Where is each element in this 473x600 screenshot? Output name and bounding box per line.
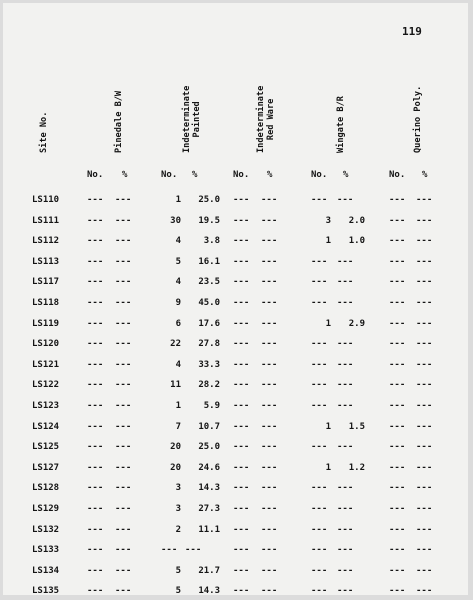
site-number: LS113 — [32, 256, 60, 267]
count-cell: 2 — [175, 524, 181, 535]
subheader-pct: % — [267, 170, 273, 180]
count-cell: --- — [87, 545, 104, 556]
percent-cell: 27.3 — [198, 504, 220, 514]
percent-cell: --- — [416, 442, 433, 453]
site-number: LS134 — [32, 565, 60, 576]
count-cell: --- — [311, 565, 328, 576]
count-cell: --- — [389, 215, 406, 226]
percent-cell: --- — [115, 565, 132, 576]
count-cell: --- — [233, 298, 250, 308]
site-number: LS133 — [32, 545, 60, 556]
percent-cell: --- — [337, 298, 354, 308]
count-cell: 9 — [175, 298, 181, 308]
count-cell: --- — [87, 421, 104, 432]
count-cell: --- — [87, 339, 104, 350]
percent-cell: --- — [115, 298, 132, 308]
count-cell: 5 — [175, 565, 181, 576]
count-cell: --- — [233, 380, 250, 391]
count-cell: --- — [389, 277, 406, 288]
count-cell: 1 — [325, 421, 331, 432]
count-cell: --- — [311, 545, 328, 556]
count-cell: --- — [233, 215, 250, 226]
count-cell: --- — [389, 318, 406, 329]
percent-cell: 21.7 — [198, 565, 220, 576]
percent-cell: --- — [416, 421, 433, 432]
percent-cell: --- — [115, 380, 132, 391]
count-cell: 11 — [170, 380, 181, 391]
percent-cell: --- — [416, 586, 433, 597]
site-number: LS122 — [32, 380, 60, 391]
count-cell: --- — [87, 215, 104, 226]
percent-cell: --- — [337, 545, 354, 556]
percent-cell: 45.0 — [198, 298, 220, 308]
subheader-no: No. — [389, 170, 406, 180]
percent-cell: --- — [261, 421, 278, 432]
count-cell: --- — [311, 524, 328, 535]
count-cell: --- — [161, 545, 178, 556]
percent-cell: 14.3 — [198, 586, 220, 597]
count-cell: --- — [233, 277, 250, 288]
count-cell: --- — [389, 565, 406, 576]
percent-cell: --- — [337, 401, 354, 411]
percent-cell: 1.5 — [348, 421, 365, 432]
count-cell: --- — [87, 298, 104, 308]
count-cell: --- — [233, 442, 250, 453]
percent-cell: --- — [337, 483, 354, 494]
percent-cell: --- — [115, 545, 132, 556]
percent-cell: 11.1 — [198, 524, 220, 535]
count-cell: 4 — [175, 236, 181, 247]
header-pinedale: Pinedale B/W — [114, 90, 124, 153]
count-cell: --- — [233, 401, 250, 411]
count-cell: --- — [87, 277, 104, 288]
subheader-pct: % — [422, 170, 428, 180]
count-cell: 3 — [325, 215, 331, 226]
percent-cell: --- — [261, 586, 278, 597]
count-cell: --- — [233, 318, 250, 329]
count-cell: --- — [233, 545, 250, 556]
count-cell: --- — [87, 504, 104, 514]
count-cell: 1 — [325, 318, 331, 329]
count-cell: 5 — [175, 256, 181, 267]
count-cell: 6 — [175, 318, 181, 329]
percent-cell: --- — [337, 359, 354, 370]
count-cell: --- — [389, 380, 406, 391]
percent-cell: --- — [261, 565, 278, 576]
count-cell: 1 — [325, 462, 331, 473]
count-cell: 3 — [175, 483, 181, 494]
percent-cell: --- — [416, 504, 433, 514]
count-cell: --- — [87, 318, 104, 329]
percent-cell: --- — [337, 524, 354, 535]
percent-cell: --- — [115, 586, 132, 597]
count-cell: --- — [311, 339, 328, 350]
count-cell: 4 — [175, 359, 181, 370]
site-number: LS132 — [32, 524, 60, 535]
percent-cell: 25.0 — [198, 442, 220, 453]
site-number: LS111 — [32, 215, 60, 226]
count-cell: --- — [389, 421, 406, 432]
count-cell: --- — [389, 545, 406, 556]
count-cell: --- — [233, 359, 250, 370]
percent-cell: 1.2 — [348, 462, 365, 473]
percent-cell: 3.8 — [203, 236, 220, 247]
percent-cell: --- — [261, 442, 278, 453]
site-number: LS120 — [32, 339, 60, 350]
page-number: 119 — [402, 25, 422, 38]
percent-cell: --- — [261, 195, 278, 205]
count-cell: --- — [389, 442, 406, 453]
percent-cell: --- — [115, 359, 132, 370]
count-cell: 20 — [170, 442, 181, 453]
percent-cell: --- — [115, 339, 132, 350]
site-number: LS127 — [32, 462, 60, 473]
count-cell: --- — [311, 195, 328, 205]
percent-cell: --- — [337, 277, 354, 288]
site-number: LS125 — [32, 442, 60, 453]
count-cell: --- — [389, 586, 406, 597]
header-indeterminate-painted: Indeterminate Painted — [182, 85, 202, 153]
count-cell: --- — [233, 236, 250, 247]
percent-cell: --- — [337, 442, 354, 453]
percent-cell: 17.6 — [198, 318, 220, 329]
site-number: LS110 — [32, 195, 60, 205]
count-cell: --- — [389, 401, 406, 411]
percent-cell: --- — [261, 256, 278, 267]
percent-cell: --- — [416, 359, 433, 370]
count-cell: --- — [311, 442, 328, 453]
subheader-pct: % — [122, 170, 128, 180]
percent-cell: --- — [115, 277, 132, 288]
percent-cell: 10.7 — [198, 421, 220, 432]
percent-cell: --- — [416, 483, 433, 494]
percent-cell: 33.3 — [198, 359, 220, 370]
percent-cell: --- — [337, 339, 354, 350]
count-cell: 1 — [175, 195, 181, 205]
site-number: LS121 — [32, 359, 60, 370]
percent-cell: --- — [115, 504, 132, 514]
count-cell: --- — [311, 298, 328, 308]
percent-cell: --- — [337, 504, 354, 514]
count-cell: --- — [233, 483, 250, 494]
header-querino: Querino Poly. — [413, 85, 423, 153]
count-cell: --- — [87, 359, 104, 370]
percent-cell: --- — [115, 195, 132, 205]
site-number: LS129 — [32, 504, 60, 514]
percent-cell: --- — [416, 215, 433, 226]
percent-cell: --- — [261, 359, 278, 370]
percent-cell: --- — [261, 401, 278, 411]
count-cell: --- — [233, 421, 250, 432]
percent-cell: --- — [337, 565, 354, 576]
percent-cell: --- — [261, 277, 278, 288]
percent-cell: --- — [337, 380, 354, 391]
percent-cell: --- — [416, 380, 433, 391]
count-cell: --- — [233, 586, 250, 597]
count-cell: --- — [311, 586, 328, 597]
subheader-no: No. — [233, 170, 250, 180]
count-cell: --- — [389, 359, 406, 370]
percent-cell: --- — [416, 565, 433, 576]
percent-cell: --- — [261, 483, 278, 494]
count-cell: --- — [389, 298, 406, 308]
count-cell: --- — [311, 380, 328, 391]
count-cell: --- — [87, 483, 104, 494]
percent-cell: 25.0 — [198, 195, 220, 205]
count-cell: --- — [87, 524, 104, 535]
percent-cell: --- — [261, 380, 278, 391]
count-cell: --- — [233, 504, 250, 514]
count-cell: --- — [389, 339, 406, 350]
percent-cell: --- — [115, 236, 132, 247]
percent-cell: --- — [261, 318, 278, 329]
count-cell: --- — [233, 195, 250, 205]
percent-cell: 23.5 — [198, 277, 220, 288]
header-site-no: Site No. — [39, 111, 49, 153]
site-number: LS123 — [32, 401, 60, 411]
count-cell: --- — [233, 339, 250, 350]
percent-cell: --- — [115, 318, 132, 329]
count-cell: --- — [87, 236, 104, 247]
count-cell: --- — [389, 524, 406, 535]
count-cell: 1 — [325, 236, 331, 247]
percent-cell: 2.0 — [348, 215, 365, 226]
count-cell: 1 — [175, 401, 181, 411]
count-cell: --- — [389, 256, 406, 267]
count-cell: --- — [311, 359, 328, 370]
percent-cell: --- — [115, 421, 132, 432]
count-cell: 20 — [170, 462, 181, 473]
percent-cell: 14.3 — [198, 483, 220, 494]
count-cell: --- — [311, 504, 328, 514]
site-number: LS119 — [32, 318, 60, 329]
percent-cell: --- — [115, 215, 132, 226]
count-cell: --- — [311, 256, 328, 267]
percent-cell: --- — [115, 524, 132, 535]
percent-cell: --- — [416, 298, 433, 308]
count-cell: --- — [311, 401, 328, 411]
count-cell: 7 — [175, 421, 181, 432]
percent-cell: --- — [416, 236, 433, 247]
document-page — [3, 3, 468, 595]
percent-cell: --- — [416, 462, 433, 473]
percent-cell: 24.6 — [198, 462, 220, 473]
percent-cell: 2.9 — [348, 318, 365, 329]
count-cell: --- — [233, 565, 250, 576]
count-cell: --- — [87, 256, 104, 267]
subheader-no: No. — [87, 170, 104, 180]
percent-cell: --- — [416, 318, 433, 329]
subheader-pct: % — [192, 170, 198, 180]
count-cell: --- — [233, 524, 250, 535]
percent-cell: --- — [261, 524, 278, 535]
count-cell: --- — [311, 277, 328, 288]
header-indeterminate-red-ware: Indeterminate Red Ware — [256, 85, 276, 153]
count-cell: --- — [87, 401, 104, 411]
site-number: LS124 — [32, 421, 60, 432]
percent-cell: --- — [115, 483, 132, 494]
site-number: LS112 — [32, 236, 60, 247]
percent-cell: --- — [416, 256, 433, 267]
percent-cell: --- — [261, 504, 278, 514]
subheader-no: No. — [161, 170, 178, 180]
count-cell: 22 — [170, 339, 181, 350]
count-cell: --- — [87, 380, 104, 391]
percent-cell: 5.9 — [203, 401, 220, 411]
count-cell: --- — [311, 483, 328, 494]
percent-cell: --- — [115, 442, 132, 453]
percent-cell: --- — [115, 401, 132, 411]
percent-cell: --- — [416, 401, 433, 411]
count-cell: --- — [87, 565, 104, 576]
site-number: LS135 — [32, 586, 60, 597]
subheader-no: No. — [311, 170, 328, 180]
percent-cell: 16.1 — [198, 256, 220, 267]
percent-cell: --- — [337, 256, 354, 267]
percent-cell: --- — [115, 256, 132, 267]
count-cell: --- — [389, 504, 406, 514]
percent-cell: --- — [416, 195, 433, 205]
count-cell: --- — [87, 462, 104, 473]
count-cell: --- — [87, 195, 104, 205]
count-cell: 30 — [170, 215, 181, 226]
count-cell: 3 — [175, 504, 181, 514]
count-cell: --- — [233, 462, 250, 473]
header-wingate: Wingate B/R — [336, 96, 346, 153]
percent-cell: --- — [261, 339, 278, 350]
percent-cell: --- — [261, 545, 278, 556]
percent-cell: 28.2 — [198, 380, 220, 391]
percent-cell: --- — [261, 215, 278, 226]
count-cell: --- — [389, 195, 406, 205]
count-cell: --- — [87, 442, 104, 453]
count-cell: --- — [87, 586, 104, 597]
subheader-pct: % — [343, 170, 349, 180]
percent-cell: --- — [416, 545, 433, 556]
percent-cell: 19.5 — [198, 215, 220, 226]
count-cell: 5 — [175, 586, 181, 597]
percent-cell: --- — [115, 462, 132, 473]
percent-cell: --- — [261, 298, 278, 308]
percent-cell: 27.8 — [198, 339, 220, 350]
count-cell: --- — [389, 462, 406, 473]
percent-cell: --- — [416, 524, 433, 535]
percent-cell: 1.0 — [348, 236, 365, 247]
count-cell: --- — [389, 236, 406, 247]
percent-cell: --- — [416, 277, 433, 288]
count-cell: --- — [389, 483, 406, 494]
site-number: LS128 — [32, 483, 60, 494]
percent-cell: --- — [261, 236, 278, 247]
site-number: LS117 — [32, 277, 60, 288]
percent-cell: --- — [416, 339, 433, 350]
site-number: LS118 — [32, 298, 60, 308]
count-cell: 4 — [175, 277, 181, 288]
percent-cell: --- — [261, 462, 278, 473]
percent-cell: --- — [185, 545, 202, 556]
percent-cell: --- — [337, 586, 354, 597]
percent-cell: --- — [337, 195, 354, 205]
count-cell: --- — [233, 256, 250, 267]
